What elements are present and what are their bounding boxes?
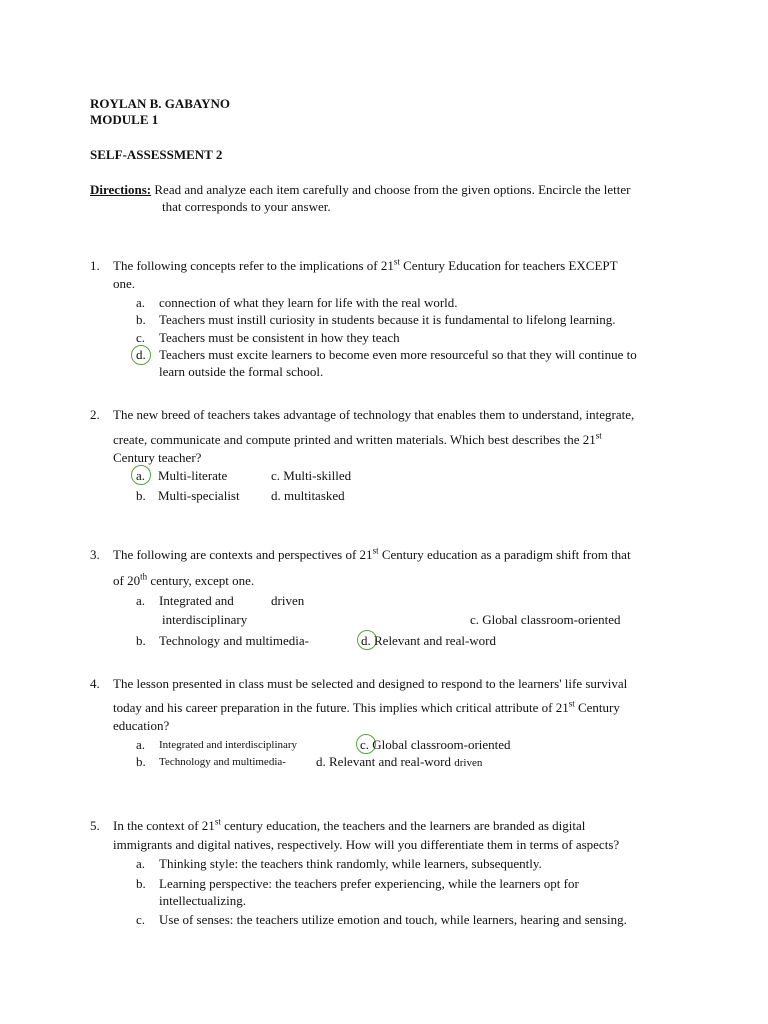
q4-option-a-letter[interactable]: a. [136,737,146,752]
q3-option-a-text-2: interdisciplinary [162,612,248,627]
q5-option-b-text-2: intellectualizing. [159,893,246,908]
q1-option-d-text-2: learn outside the formal school. [159,364,324,379]
q4-option-b-text: Technology and multimedia- [159,756,286,768]
q5-line-1: In the context of 21st century education, the teachers and the learners are branded as digital [113,816,586,833]
q1-option-b-letter[interactable]: b. [136,312,146,327]
q3-option-b-letter[interactable]: b. [136,633,146,648]
q1-option-a-text: connection of what they learn for life with the real world. [159,295,458,310]
q4-line-3: education? [113,718,170,733]
q1-option-b-text: Teachers must instill curiosity in students because it is fundamental to lifelong learning. [159,312,616,327]
q2-option-b-letter[interactable]: b. [136,488,146,503]
q5-option-c-letter[interactable]: c. [136,912,146,927]
q1-option-c-text: Teachers must be consistent in how they teach [159,330,400,345]
q3-option-b-text: Technology and multimedia- [159,633,309,648]
student-name: ROYLAN B. GABAYNO [90,96,231,111]
q3-option-d[interactable]: d. Relevant and real-word [361,633,497,648]
q4-option-b-letter[interactable]: b. [136,754,146,769]
module-title: MODULE 1 [90,112,159,127]
q1-number: 1. [90,258,100,273]
q1-option-a-letter[interactable]: a. [136,295,146,310]
q3-option-a-letter[interactable]: a. [136,593,146,608]
directions-text: Read and analyze each item carefully and choose from the given options. Encircle the letter [151,182,631,197]
q4-line-2: today and his career preparation in the future. This implies which critical attribute of 21st Century [113,698,620,715]
q5-number: 5. [90,818,100,833]
q2-line-3: Century teacher? [113,450,202,465]
q3-option-a-text: Integrated and [159,593,234,608]
q3-option-c[interactable]: c. Global classroom-oriented [470,612,621,627]
q5-option-b-letter[interactable]: b. [136,876,146,891]
q5-option-b-text: Learning perspective: the teachers prefer experiencing, while the learners opt for [159,876,579,891]
q2-option-b-text: Multi-specialist [158,488,240,503]
assessment-title: SELF-ASSESSMENT 2 [90,147,223,162]
q5-option-c-text: Use of senses: the teachers utilize emotion and touch, while learners, hearing and sensing. [159,912,627,927]
q2-line-2: create, communicate and compute printed and written materials. Which best describes the 21st [113,430,602,447]
q4-option-d[interactable]: d. Relevant and real-word driven [316,754,483,769]
q4-line-1: The lesson presented in class must be selected and designed to respond to the learners' life survival [113,676,628,691]
q2-number: 2. [90,407,100,422]
q3-number: 3. [90,547,100,562]
q1-option-d-letter[interactable]: d. [136,347,146,362]
directions-label: Directions: [90,182,152,197]
q4-number: 4. [90,676,100,691]
directions-line-1 [90,181,631,198]
q1-line-2: one. [113,276,136,291]
q2-option-d[interactable]: d. multitasked [271,488,345,503]
q1-line-1: The following concepts refer to the implications of 21st Century Education for teachers EXCEPT [113,256,618,273]
q2-option-c[interactable]: c. Multi-skilled [271,468,352,483]
q5-option-a-text: Thinking style: the teachers think randomly, while learners, subsequently. [159,856,542,871]
q3-option-a-driven: driven [271,593,305,608]
q3-line-2: of 20th century, except one. [113,571,255,588]
q3-line-1: The following are contexts and perspectives of 21st Century education as a paradigm shift from that [113,545,631,562]
q1-option-d-text: Teachers must excite learners to become even more resourceful so that they will continue to [159,347,637,362]
directions-line-2: that corresponds to your answer. [162,199,331,214]
q2-option-a-letter[interactable]: a. [136,468,146,483]
q2-line-1: The new breed of teachers takes advantage of technology that enables them to understand, integrate, [113,407,635,422]
q1-option-c-letter[interactable]: c. [136,330,146,345]
q2-option-a-text: Multi-literate [158,468,228,483]
q5-line-2: immigrants and digital natives, respectively. How will you differentiate them in terms of aspects? [113,837,620,852]
q4-option-c[interactable]: c. Global classroom-oriented [360,737,511,752]
q4-option-a-text: Integrated and interdisciplinary [159,739,298,751]
q5-option-a-letter[interactable]: a. [136,856,146,871]
